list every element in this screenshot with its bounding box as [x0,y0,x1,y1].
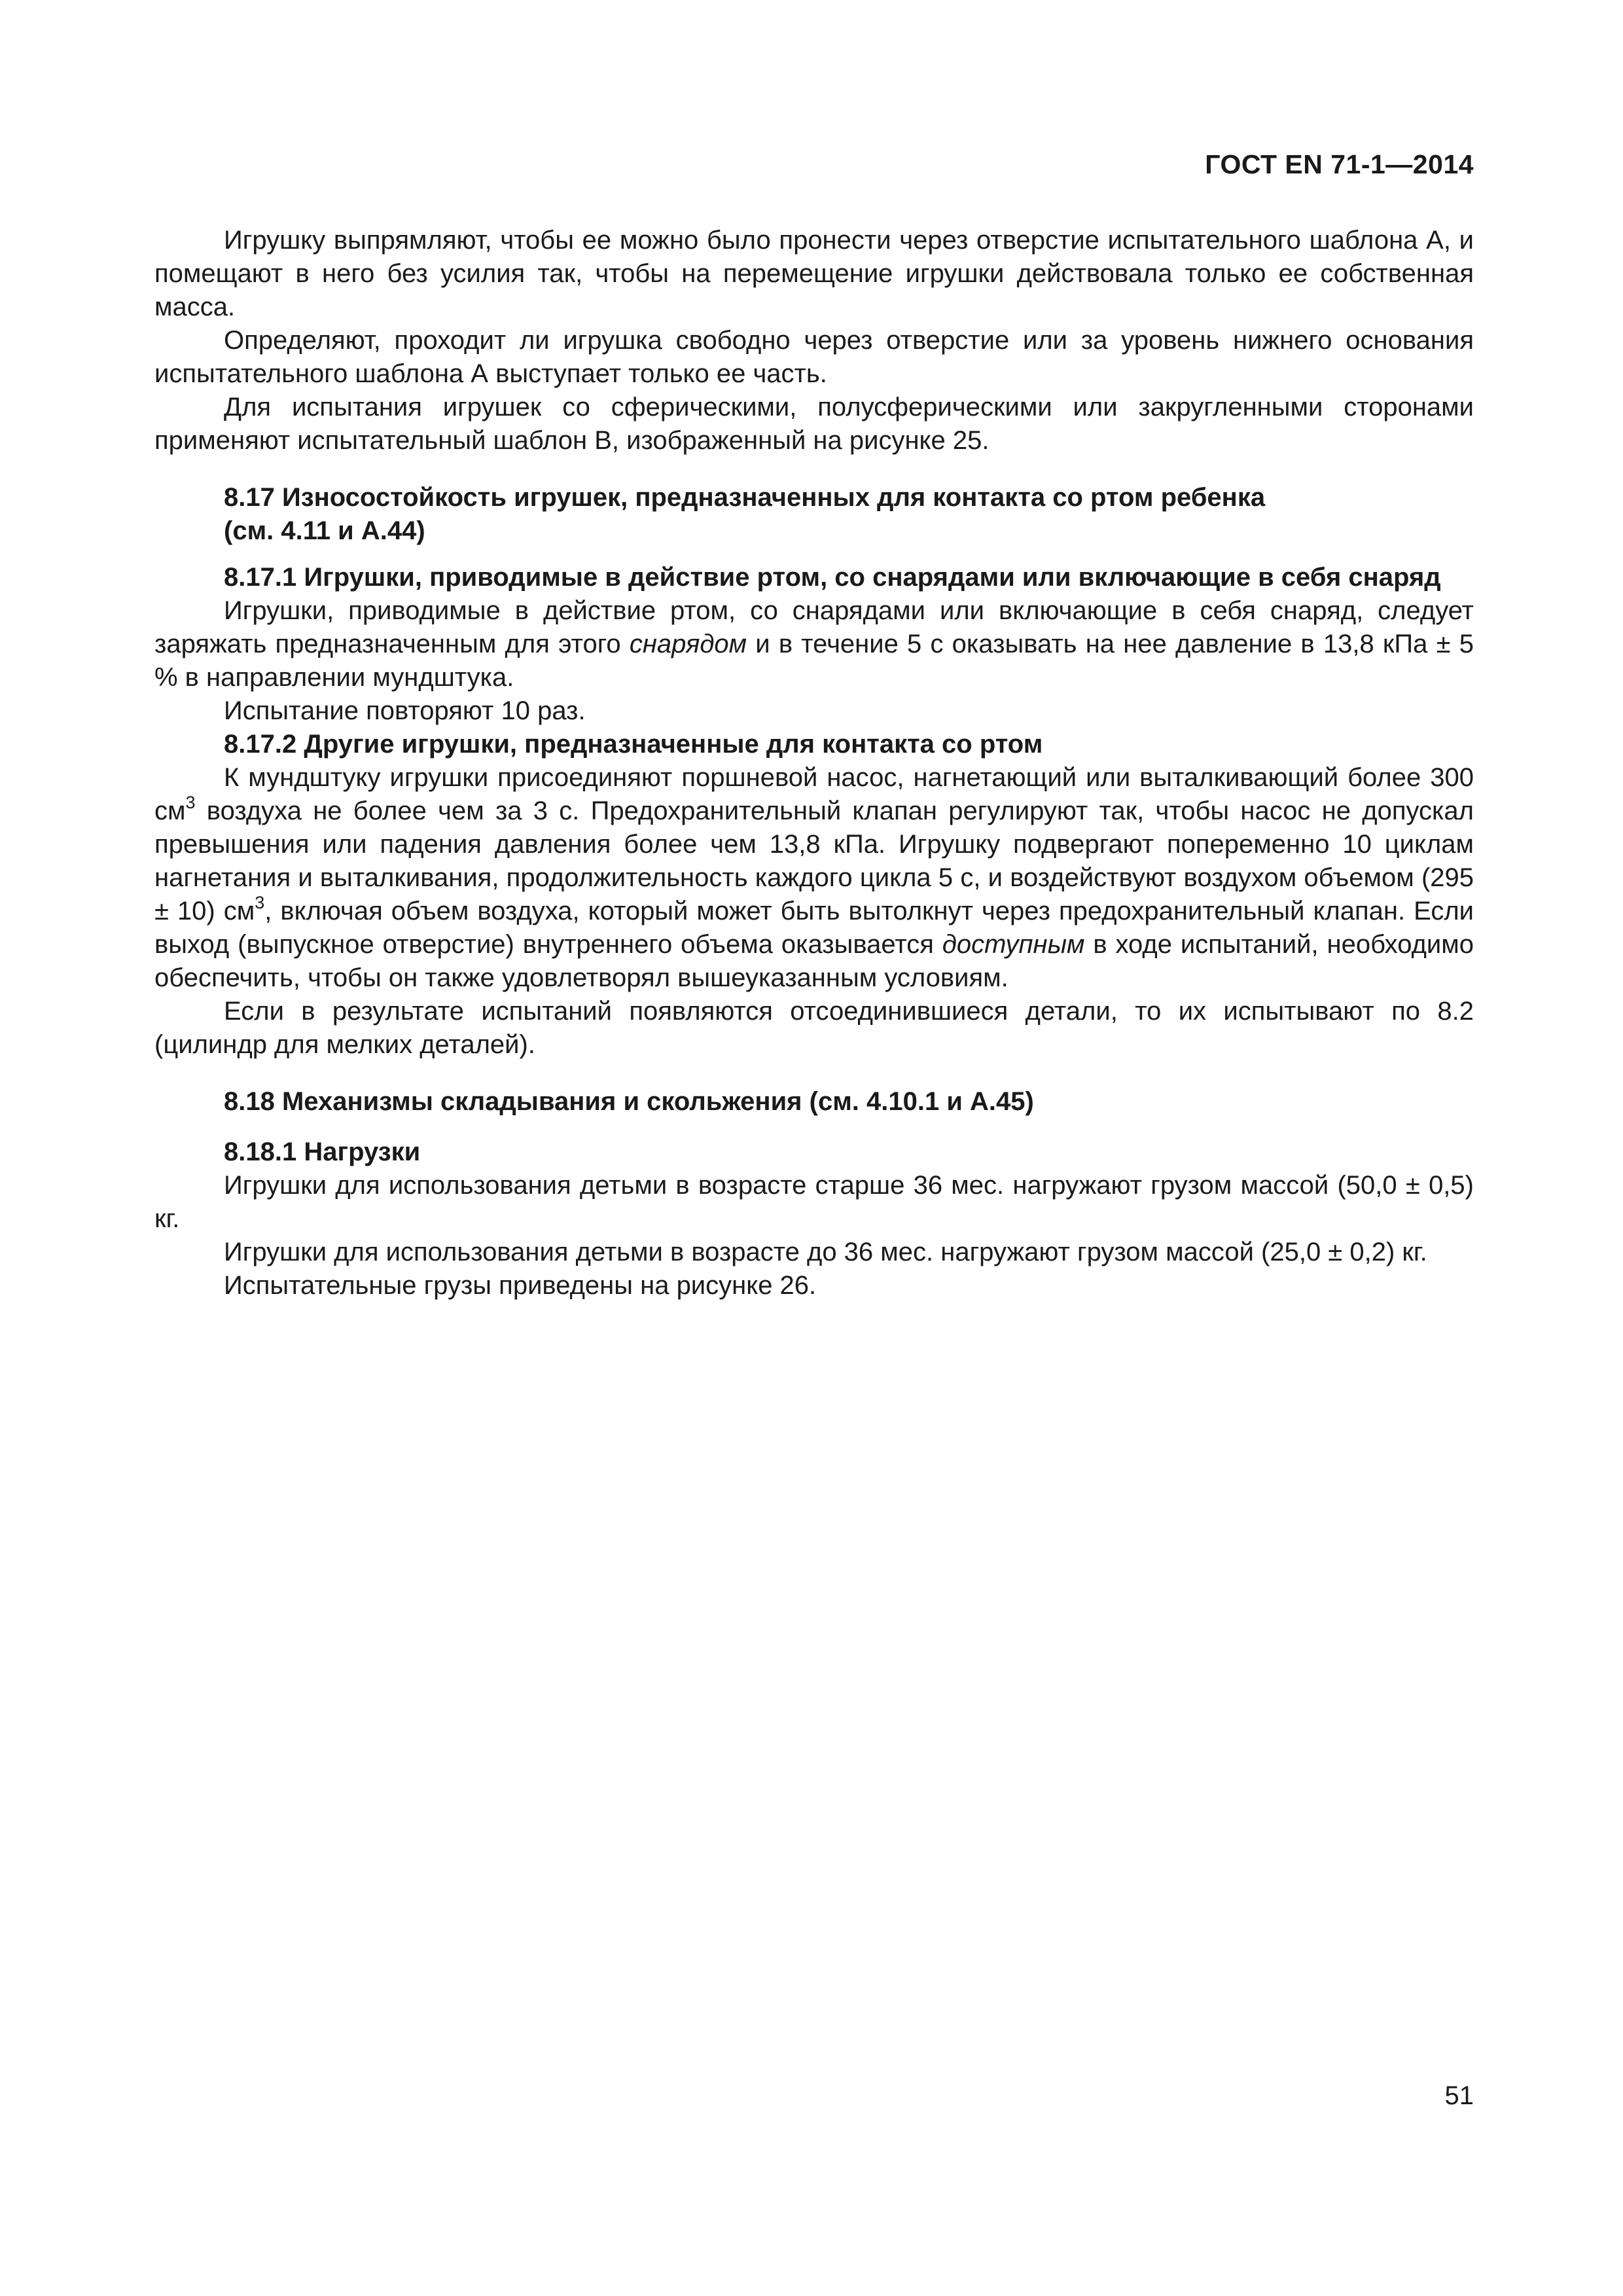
paragraph: Испытательные грузы приведены на рисунке 26. [224,1271,817,1300]
text-run: и в течение 5 с оказывать на нее давление в 13,8 кПа ± 5 % в направлении мундштука. [154,630,1474,692]
superscript: 3 [185,793,196,812]
paragraph: Если в результате испытаний появляются отсоединившиеся детали, то их испытывают по 8.2 (цилиндр для мелких деталей). [154,997,1474,1059]
page-number: 51 [1444,2081,1474,2110]
paragraph [154,761,1474,995]
section-heading-8-18: 8.18 Механизмы складывания и скольжения (см. 4.10.1 и А.45) [224,1087,1034,1116]
text-run: воздуха не более чем за 3 с. Предохранительный клапан регулируют так, чтобы насос не допускал превышения или падения давления более чем 13,8 кПа. Игрушку подвергают попеременно 10 циклам нагнетания и выталкивания, продолжительность каждого цикла 5 с, и воздействуют воздухом объемом (295 ± 10) см [154,797,1474,925]
paragraph: Игрушку выпрямляют, чтобы ее можно было пронести через отверстие испытательного шаблона А, и помещают в него без усилия так, чтобы на перемещение игрушки действовала только ее собственная масса. [154,226,1474,321]
defined-term: доступным [942,930,1085,959]
superscript: 3 [255,893,265,912]
text-run: в ходе испытаний, необходимо обеспечить, чтобы он также удовлетворял вышеуказанным условиям. [154,930,1474,992]
subsection-heading-8-17-1: 8.17.1 Игрушки, приводимые в действие ртом, со снарядами или включающие в себя снаряд [224,563,1441,592]
text-run: Игрушки, приводимые в действие ртом, со снарядами или включающие в себя снаряд, следует заряжать предназначенным для этого [154,596,1474,658]
defined-term: снарядом [629,630,747,658]
paragraph: Игрушки для использования детьми в возрасте до 36 мес. нагружают грузом массой (25,0 ± 0,2) кг. [224,1238,1427,1266]
section-heading-8-17 [154,481,1474,548]
text-run: К мундштуку игрушки присоединяют поршневой насос, нагнетающий или выталкивающий более 300 см [154,763,1474,825]
subsection-heading-8-18-1: 8.18.1 Нагрузки [224,1138,421,1166]
page-body [154,224,1474,1302]
section-heading-line: (см. 4.11 и А.44) [224,516,425,545]
document-header: ГОСТ EN 71-1—2014 [1205,149,1474,179]
subsection-heading-8-17-2: 8.17.2 Другие игрушки, предназначенные для контакта со ртом [224,730,1043,759]
section-heading-line: 8.17 Износостойкость игрушек, предназначенных для контакта со ртом ребенка [224,483,1266,512]
paragraph: Испытание повторяют 10 раз. [224,696,586,725]
paragraph [154,594,1474,694]
paragraph: Игрушки для использования детьми в возрасте старше 36 мес. нагружают грузом массой (50,0 ± 0,5) кг. [154,1171,1474,1233]
paragraph: Для испытания игрушек со сферическими, полусферическими или закругленными сторонами применяют испытательный шаблон В, изображенный на рисунке 25. [154,393,1474,455]
paragraph: Определяют, проходит ли игрушка свободно через отверстие или за уровень нижнего основания испытательного шаблона А выступает только ее часть. [154,326,1474,388]
text-run: , включая объем воздуха, который может быть вытолкнут через предохранительный клапан. Если выход (выпускное отверстие) внутреннего объема оказывается [154,897,1474,959]
